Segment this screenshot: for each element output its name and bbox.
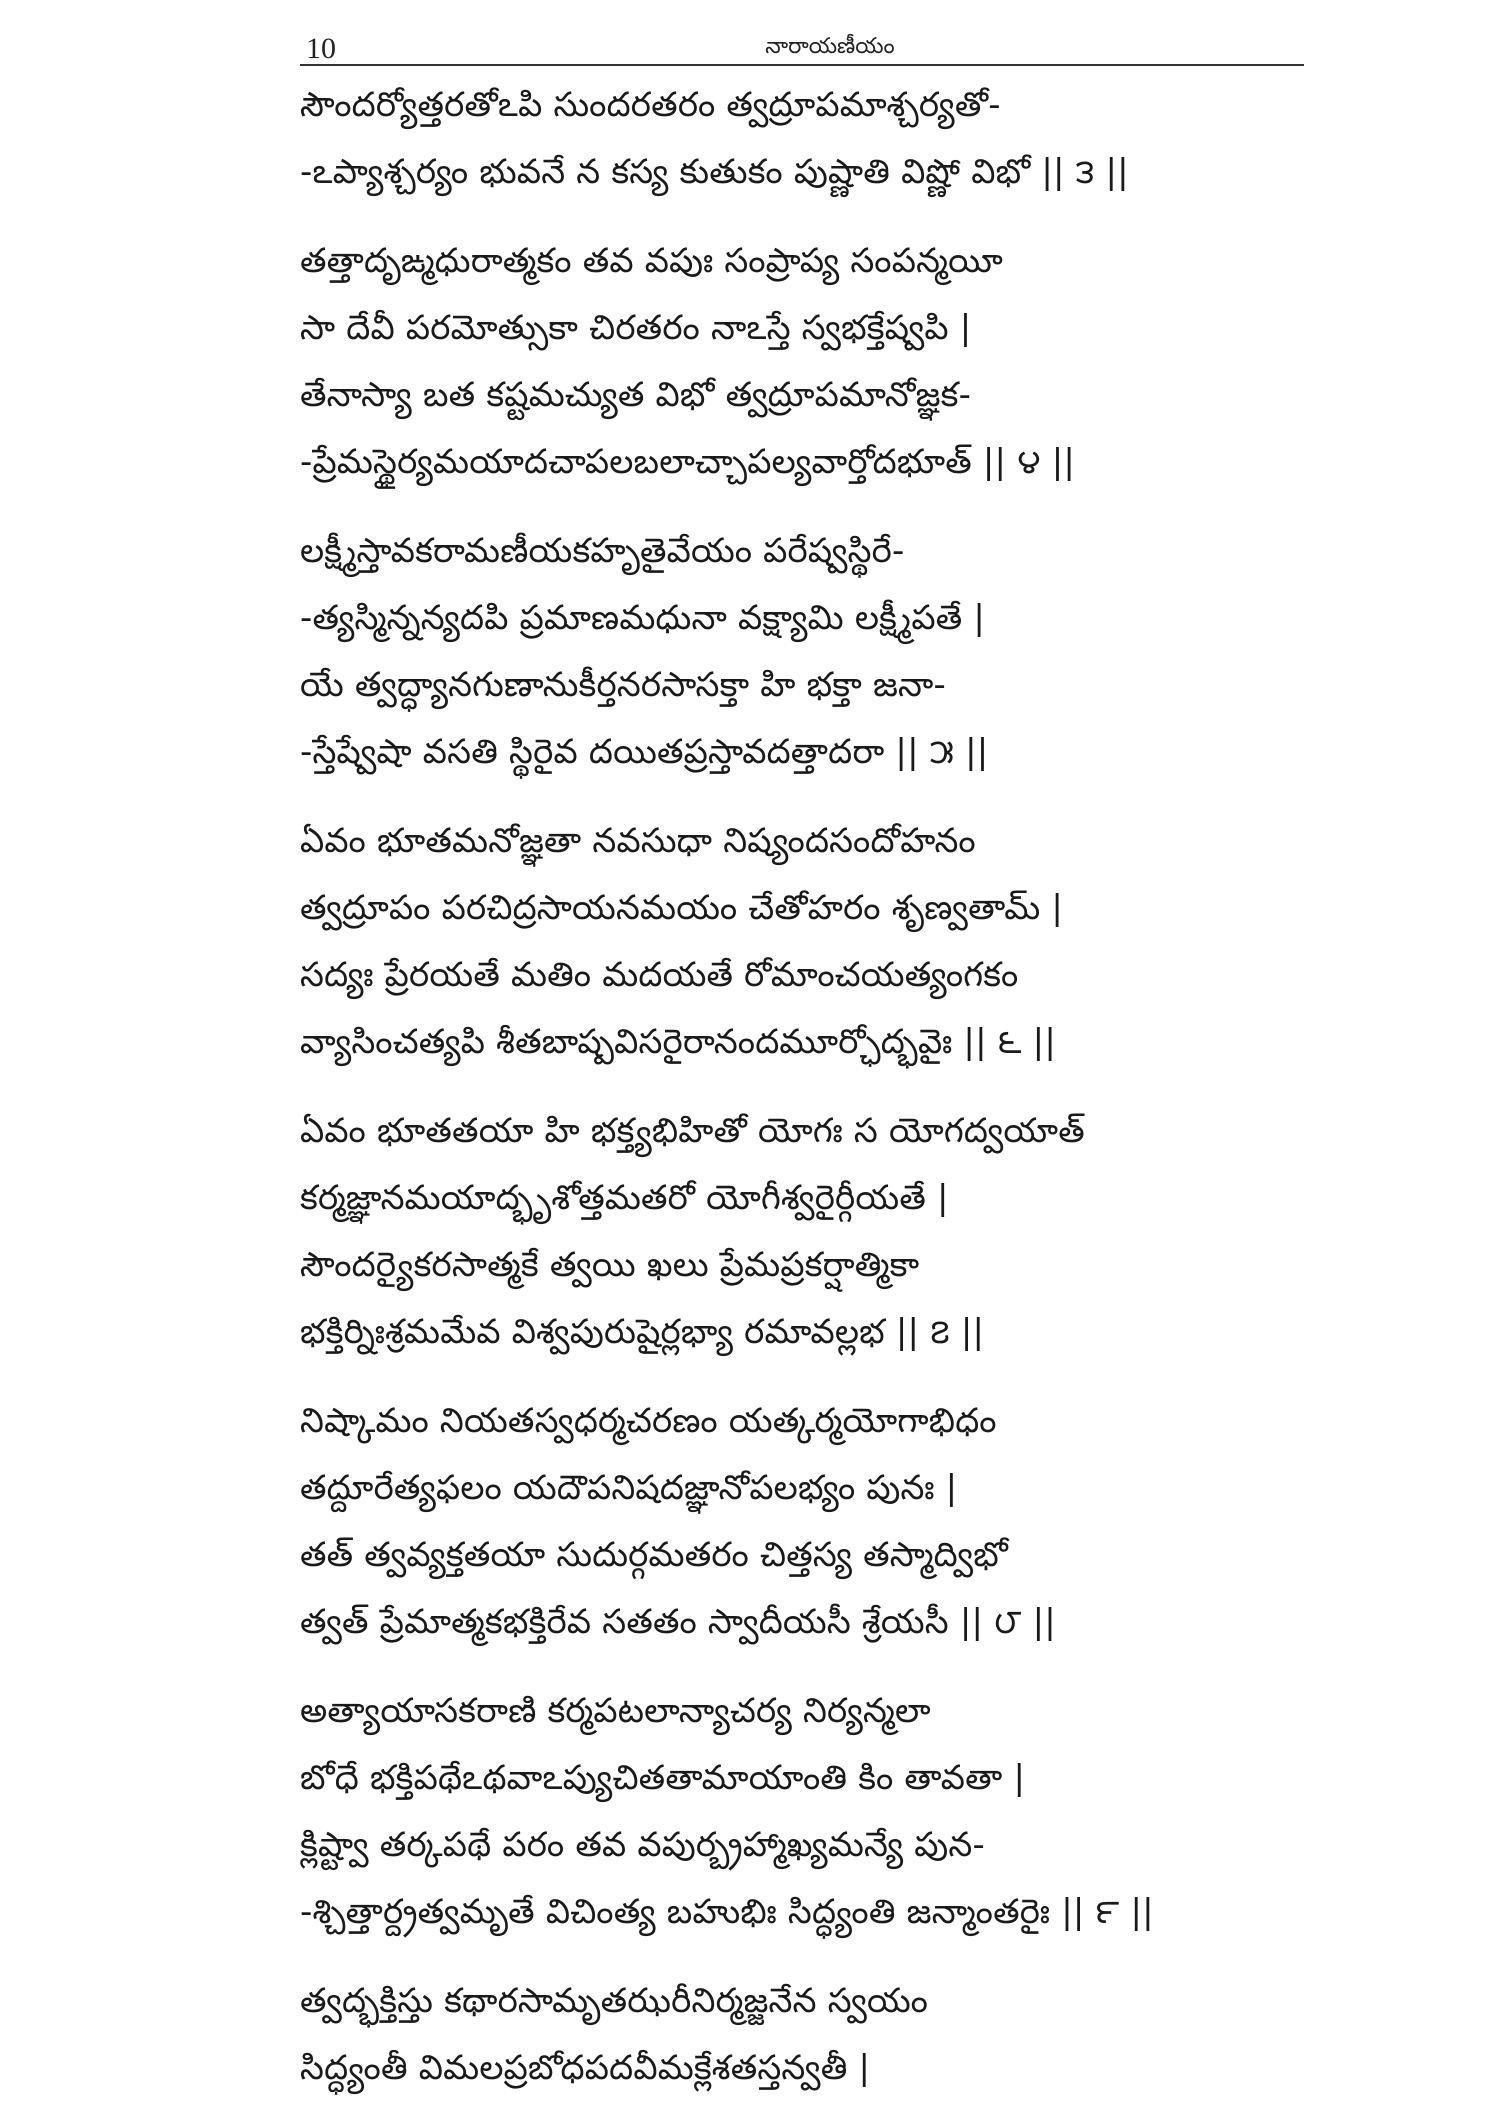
verse (300, 72, 1310, 206)
verse-line: తత్ త్వవ్యక్తతయా సుదుర్గమతరం చిత్తస్య తస్మాద్విభో (300, 1535, 1008, 1575)
verse-line: త్వత్ ప్రేమాత్మకభక్తిరేవ సతతం స్వాదీయసీ శ్రేయసీ || ౮ || (300, 1602, 1056, 1642)
verse-line: తద్దూరేత్యఫలం యదౌపనిషదజ్ఞానోపలభ్యం పునః | (300, 1468, 958, 1508)
verse (300, 808, 1310, 1076)
verse-line: నిష్కామం నియతస్వధర్మచరణం యత్కర్మయోగాభిధం (300, 1401, 997, 1441)
verse-line: యే త్వద్ధ్యానగుణానుకీర్తనరసాసక్తా హి భక్తా జనా- (300, 665, 947, 705)
verse (300, 1388, 1310, 1656)
verse-line: సా దేవీ పరమోత్సుకా చిరతరం నాఽస్తే స్వభక్తేష్వపి | (300, 308, 972, 348)
verse-line: తత్తాదృఙ్మధురాత్మకం తవ వపుః సంప్రాప్య సంపన్మయీ (300, 241, 1004, 281)
verse-line: త్వద్భక్తిస్తు కథారసామృతఝరీనిర్మజ్జనేన స్వయం (300, 1981, 929, 2021)
page-header (300, 28, 1300, 65)
verse-line: బోధే భక్తిపథేఽథవాఽప్యుచితతామాయాంతి కిం తావతా | (300, 1758, 1026, 1798)
verse (300, 1678, 1310, 1946)
verse-line: క్లిష్ట్వా తర్కపథే పరం తవ వపుర్బ్రహ్మాఖ్యమన్యే పున- (300, 1825, 985, 1865)
verse-line: సౌందర్యైకరసాత్మకే త్వయి ఖలు ప్రేమప్రకర్షాత్మికా (300, 1245, 920, 1285)
verse-line: సద్యః ప్రేరయతే మతిం మదయతే రోమాంచయత్యంగకం (300, 955, 1019, 995)
verse-line: -త్యస్మిన్నన్యదపి ప్రమాణమధునా వక్ష్యామి లక్ష్మీపతే | (300, 598, 986, 638)
verse-line: -ప్రేమస్థైర్యమయాదచాపలబలాచ్చాపల్యవార్తోదభూత్ || ౪ || (300, 442, 1076, 482)
verse-line: అత్యాయాసకరాణి కర్మపటలాన్యాచర్య నిర్యన్మలా (300, 1691, 931, 1731)
running-title: నారాయణీయం (765, 34, 895, 59)
verse-line: వ్యాసించత్యపి శీతబాష్పవిసరైరానందమూర్ఛోద్భవైః || ౬ || (300, 1022, 1056, 1062)
verse (300, 1098, 1310, 1366)
verse-line: లక్ష్మీస్తావకరామణీయకహృతైవేయం పరేష్వస్థిరే- (300, 531, 905, 571)
verse-line: -ఽప్యాశ్చర్యం భువనే న కస్య కుతుకం పుష్ణాతి విష్ణో విభో || ౩ || (300, 152, 1129, 192)
verse-line: కర్మజ్ఞానమయాద్భృశోత్తమతరో యోగీశ్వరైర్గీయతే | (300, 1178, 949, 1218)
verse (300, 1968, 1310, 2102)
verse-line: -శ్చిత్తార్ద్రత్వమృతే విచింత్య బహుభిః సిద్ధ్యంతి జన్మాంతరైః || ౯ || (300, 1892, 1154, 1932)
verse-line: ఏవం భూతతయా హి భక్త్యభిహితో యోగః స యోగద్వయాత్ (300, 1111, 1085, 1151)
verse-line: తేనాస్యా బత కష్టమచ్యుత విభో త్వద్రూపమానోజ్ఞక- (300, 375, 972, 415)
header-rule (300, 64, 1304, 66)
verse-line: త్వద్రూపం పరచిద్రసాయనమయం చేతోహరం శృణ్వతామ్ | (300, 888, 1064, 928)
verse-line: భక్తిర్నిఃశ్రమమేవ విశ్వపురుషైర్లభ్యా రమావల్లభ || ౭ || (300, 1312, 985, 1352)
verse (300, 518, 1310, 786)
verse-line: సిద్ధ్యంతీ విమలప్రబోధపదవీమక్లేశతస్తన్వతీ | (300, 2048, 871, 2088)
verse (300, 228, 1310, 496)
verse-line: ఏవం భూతమనోజ్ఞతా నవసుధా నిష్యందసందోహనం (300, 821, 976, 861)
page-number: 10 (306, 32, 336, 65)
verse-body (300, 72, 1310, 2124)
verse-line: -స్తేష్వేషా వసతి స్థిరైవ దయితప్రస్తావదత్తాదరా || ౫ || (300, 732, 989, 772)
verse-line: సౌందర్యోత్తరతోఽపి సుందరతరం త్వద్రూపమాశ్చర్యతో- (300, 85, 1001, 125)
